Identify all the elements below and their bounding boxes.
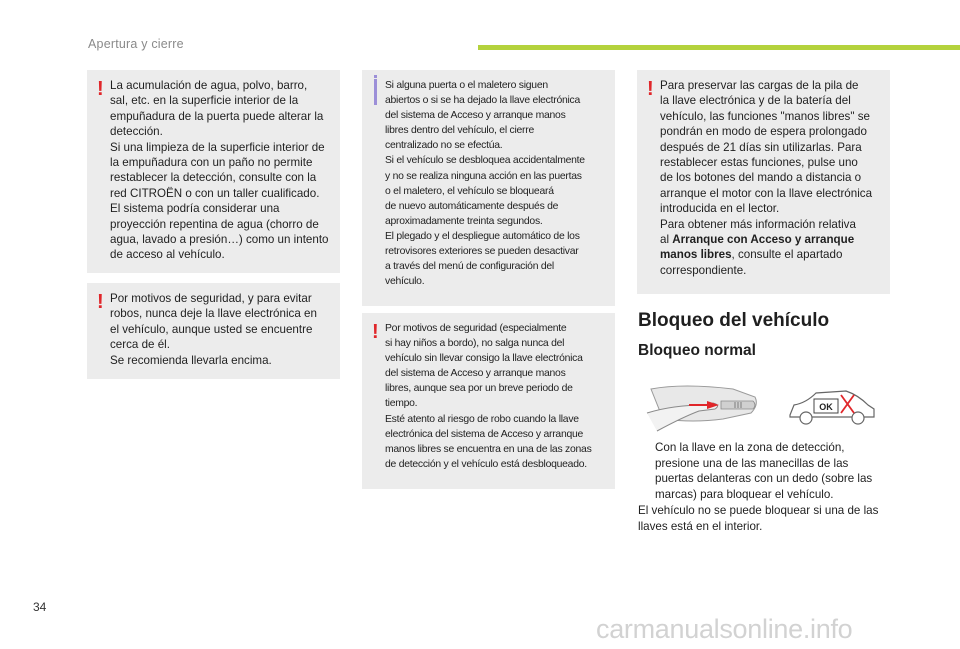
header-accent-rule [478,45,960,50]
info-box-locking [362,70,615,306]
car-locked-illustration [786,385,878,429]
warning-box-battery [637,70,890,294]
warning-icon: ! [97,78,104,100]
warning-icon: ! [97,291,104,313]
warning-box-detection [87,70,340,273]
warning-box-children [362,313,615,489]
page-number: 34 [33,600,47,614]
door-handle-illustration [643,375,773,433]
warning-text-part1: Para preservar las cargas de la pila de la llave electrónica y de la batería del vehículo, las funciones "manos libres" se pondrán en modo de espera prolongado después de 21 días sin utilizarlas. Para restablecer estas funciones, pulse uno de los botones del mando a distancia o arranque el motor con la llave electrónica introducida en el lector. Para obtener más información relativa al [660,79,873,247]
warning-box-security [87,283,340,379]
info-text: Si alguna puerta o el maletero siguen abiertos o si se ha dejado la llave electrónica del sistema de Acceso y arranque manos libres dentro del vehículo, el cierre centralizado no se efectúa. Si el vehículo se desbloquea accidentalmente y no se realiza ninguna acción en las puertas o el maletero, el vehículo se bloqueará de nuevo automáticamente después de aproximadamente treinta segundos. El plegado y el despliegue automático de los retrovisores exteriores se pueden desactivar a través del menú de configuración del vehículo. [385,80,585,288]
watermark: carmanualsonline.info [596,614,853,644]
ok-label: OK [819,402,833,412]
warning-text: Por motivos de seguridad, y para evitar robos, nunca deje la llave electrónica en el vehículo, aunque usted se encuentre cerca de él. Se recomienda llevarla encima. [110,292,317,367]
warning-icon: ! [372,321,379,343]
warning-icon: ! [647,78,654,100]
warning-text: La acumulación de agua, polvo, barro, sal, etc. en la superficie interior de la empuñadura de la puerta puede alterar la detección. Si una limpieza de la superficie interior de la empuñadura con un paño no permite restablecer la detección, consulte con la red CITROËN o con un taller cualificado. El sistema podría considerar una proyección repentina de agua (chorro de agua, lavado a presión…) como un intento de acceso al vehículo. [110,79,329,262]
subsection-heading: Bloqueo normal [638,342,756,359]
section-heading: Bloqueo del vehículo [638,310,830,331]
section-title: Apertura y cierre [88,37,184,51]
warning-text [660,78,882,278]
step-text: Con la llave en la zona de detección, presione una de las manecillas de las puertas delanteras con un dedo (sobre las marcas) para bloquear el vehículo. [655,441,873,501]
warning-text-bold: Arranque con Acceso y arranque manos libres [660,233,855,262]
warning-text: Por motivos de seguridad (especialmente si hay niños a bordo), no salga nunca del vehículo sin llevar consigo la llave electrónica del sistema de Acceso y arranque manos libres, aunque sea por un breve periodo de tiempo. Esté atento al riesgo de robo cuando la llave electrónica del sistema de Acceso y arranque manos libres se encuentra en una de las zonas de detección y el vehículo está desbloqueado. [385,323,592,470]
info-icon [374,79,377,105]
note-text: El vehículo no se puede bloquear si una de las llaves está en el interior. [638,504,879,533]
warning-text-part2: , consulte el apartado correspondiente. [660,248,843,277]
